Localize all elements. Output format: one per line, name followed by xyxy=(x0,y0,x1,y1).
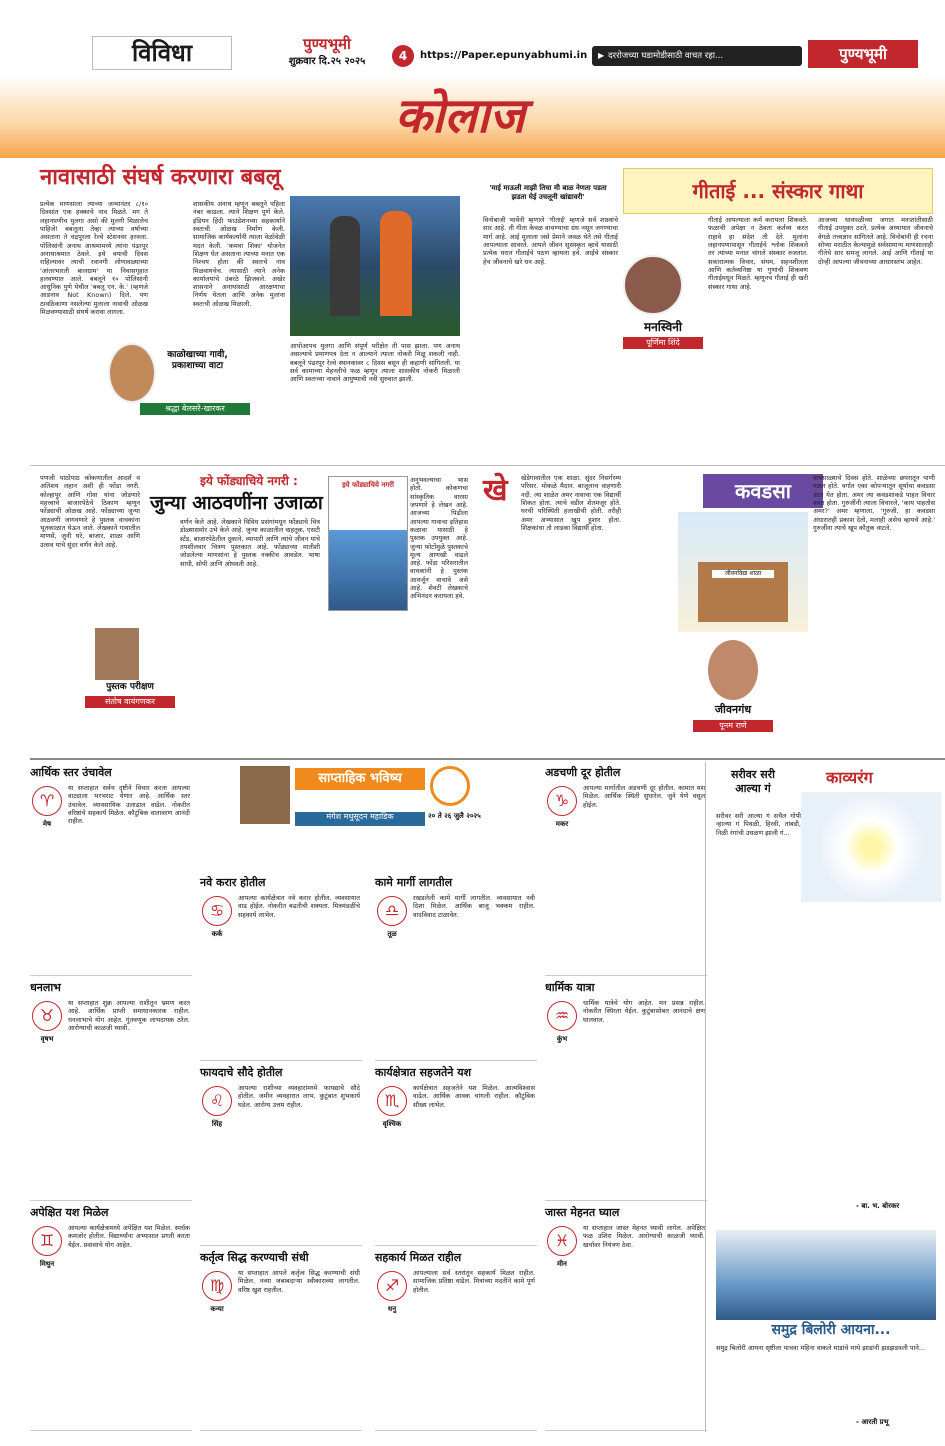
sign-heading: कर्तृत्व सिद्ध करण्याची संधी xyxy=(200,1251,309,1264)
horoscope-section xyxy=(0,762,705,1432)
zodiac-4-icon: ♌ xyxy=(202,1086,232,1116)
page-number: 4 xyxy=(392,45,414,67)
sign-heading: नवे करार होतील xyxy=(200,876,266,889)
zodiac-5-icon: ♍ xyxy=(202,1271,232,1301)
sign-heading: अपेक्षित यश मिळेल xyxy=(30,1206,109,1219)
sign-text: या सप्ताहात जास्त मेहनत घ्यावी लागेल. अपेक्षित फळ उशिरा मिळेल. आरोग्याची काळजी घ्यावी. खर्चावर नियंत्रण ठेवा. xyxy=(583,1224,705,1249)
sign-name: धनु xyxy=(387,1305,397,1313)
sign-text: या सप्ताहात सर्वच दृष्टीने विचार करता आपल्या वाट्याला भरभराट येणार आहे. आर्थिक स्तर उंचावेल. व्यावसायिक उलाढाल वाढेल. नोकरीत वरिष्ठांचे सहकार्य मिळेल. कौटुंबिक वातावरण आनंदी राहील. xyxy=(68,784,190,826)
banner-title: कोलाज xyxy=(395,88,525,144)
sign-name: मेष xyxy=(42,820,52,828)
article-body: शासकीय अनाथ म्हणून बबलूने पहिला नंबर काढला. त्याने शिक्षण पूर्ण केले. इंडियन हिंदी फाउंडेशनच्या सहकार्याने स्वतःची ओळख निर्माण केली. सामाजिक कार्यकर्त्यांनी त्याला वेळोवेळी मदत केली. 'कमवा शिका' योजनेत शिक्षण घेत असताना त्याच्या मनात एक निश्चय होता की स्वतःचे नाव मिळवायचेच. त्यासाठी त्याने अनेक कार्यालयांचे उंबरठे झिजवले. अखेर शासनाने अनाथांसाठी आरक्षणाचा निर्णय घेतला आणि अनेक मुलांना स्वतःची ओळख मिळाली. xyxy=(193,200,285,308)
school-sign: जीवनविद्या शाळा xyxy=(712,570,774,578)
article-body: खेडेगावातील एक शाळा. सुंदर निसर्गरम्य परिसर. मोकळे मैदान. बाजूलाच वाहणारी नदी. त्या शाळेत अमर नावाचा एक विद्यार्थी शिकत होता. त्याचे वडील शेतमजूर होते. घरची परिस्थिती हलाखीची होती. तरीही अमर अभ्यासात खूप हुशार होता. शिक्षकांचा तो लाडका विद्यार्थी होता. xyxy=(521,474,621,532)
horoscope-sign xyxy=(375,876,537,1061)
sign-text: आपल्या कार्यक्षेत्रात नवे करार होतील. व्यवसायात वाढ होईल. नोकरीत बढतीची शक्यता. मित्रमंडळींचे सहकार्य लाभेल. xyxy=(238,894,360,919)
horoscope-header xyxy=(240,766,490,830)
poem-title: समुद्र बिलोरी आयना... xyxy=(771,1322,891,1338)
author-photo xyxy=(708,640,758,700)
date-range: २० ते २६ जुलै २०२५ xyxy=(428,812,481,820)
zodiac-11-icon: ♓ xyxy=(547,1226,577,1256)
sign-text: या सप्ताहात आपले कर्तृत्व सिद्ध करण्याची संधी मिळेल. नव्या जबाबदाऱ्या स्वीकाराव्या लागतील. वरिष्ठ खुश राहतील. xyxy=(238,1269,360,1294)
sign-heading: आर्थिक स्तर उंचावेल xyxy=(30,766,112,779)
ticker-text: दररोजच्या घडामोडीसाठी वाचत रहा... xyxy=(608,50,724,61)
poem-text: सरीवर सरी आल्या गं सचैल गोपी न्हाल्या गं पिवळी, हिरवी, तांबडी, निळी रंगांची उधळण झाली गं... xyxy=(716,812,801,837)
author-name: पूर्णिमा शिंदे xyxy=(623,337,703,349)
sign-name: वृषभ xyxy=(40,1035,54,1043)
article-body: आपोआपच मुलगा आणि संपूर्ण परीक्षेत ती पास झाला. पण अनाथ असल्याचे प्रमाणपत्र देता न आल्याने त्याला नोकरी मिळू शकली नाही. बबलूने पंढरपूर रेल्वे स्थानकावर ८ दिवस बसून ही कहाणी सांगितली. या सर्व कामाच्या मेहनतीचे फळ म्हणून त्याला शासकीय नोकरी मिळाली आणि स्वतःच्या नावाने आयुष्याची नवी सुरुवात झाली. xyxy=(290,342,460,384)
poem-author: - आरती प्रभू xyxy=(856,1418,889,1426)
section-title: विविधा xyxy=(131,38,193,67)
collage-banner xyxy=(0,74,945,158)
sign-heading: अडचणी दूर होतील xyxy=(545,766,621,779)
sign-name: मिथुन xyxy=(39,1260,55,1268)
horoscope-sign xyxy=(200,1251,362,1431)
author-photo xyxy=(95,628,139,680)
logo-right xyxy=(808,40,918,68)
column-name: मनस्विनी xyxy=(643,320,683,334)
poem-author: - बा. भ. बोरकर xyxy=(856,1202,900,1210)
divider xyxy=(30,465,945,466)
sign-heading: सहकार्य मिळत राहील xyxy=(375,1251,462,1264)
column-name: जीवनगंध xyxy=(714,703,752,716)
author-photo xyxy=(108,343,156,403)
sign-heading: धार्मिक यात्रा xyxy=(545,981,595,994)
horoscope-sign xyxy=(30,766,192,976)
article-geetai xyxy=(473,160,945,462)
author-photo xyxy=(623,255,683,315)
horoscope-sign xyxy=(375,1251,537,1431)
horoscope-title: साप्ताहिक भविष्य xyxy=(295,768,425,790)
zodiac-0-icon: ♈ xyxy=(32,786,62,816)
zodiac-6-icon: ♎ xyxy=(377,896,407,926)
zodiac-wheel-icon xyxy=(430,766,470,806)
poem-title: सरीवर सरी आल्या गं xyxy=(730,768,775,795)
article-body: पणजी पाठोपाठ कोकणातील आदर्श व अतिशय लहान अशी ही फोंडा नगरी. कोल्हापूर आणि गोवा यांना जोडणारे महत्त्वाचे बाजारपेठेचे ठिकाण म्हणून फोंड्याची ओळख आहे. फोंड्याच्या जुन्या आठवणी जागवणारे हे पुस्तक वाचकांना भूतकाळात घेऊन जाते. लेखकाने गावातील माणसे, जुनी घरे, बाजार, शाळा आणि उत्सव यांचे सुंदर वर्णन केले आहे. xyxy=(40,474,140,549)
flower-image xyxy=(801,792,941,902)
poetry-section xyxy=(705,762,945,1432)
section-name: काव्यरंग xyxy=(826,768,873,787)
article-title: नावासाठी संघर्ष करणारा बबलू xyxy=(40,165,281,190)
column-name: काळोखाच्या गावी, प्रकाशाच्या वाटा xyxy=(167,350,228,372)
column-name: पुस्तक परीक्षण xyxy=(106,682,154,692)
zodiac-8-icon: ♐ xyxy=(377,1271,407,1301)
horoscope-sign xyxy=(545,766,707,976)
arrow-right-icon: ▶ xyxy=(598,51,605,60)
ticker-bar xyxy=(592,46,802,66)
section-tag xyxy=(92,36,232,70)
horoscope-sign xyxy=(545,981,707,1201)
sign-name: तूळ xyxy=(387,930,397,938)
issue-date: शुक्रवार दि.२५ २०२५ xyxy=(288,55,366,67)
article-title: गीताई ... संस्कार गाथा xyxy=(623,168,933,214)
article-fonda xyxy=(0,468,473,756)
author-name: पूनम राणे xyxy=(693,720,773,732)
sign-text: आपल्या कार्यक्षेत्रामध्ये अपेक्षित यश मिळेल. स्पर्धक कमजोर होतील. विद्यार्थ्यांना अभ्यासात प्रगती करता येईल. प्रवासाचे योग आहेत. xyxy=(68,1224,190,1249)
article-kavadasa xyxy=(473,468,945,756)
photo-award xyxy=(290,196,460,336)
sea-image xyxy=(716,1230,936,1320)
sign-name: वृश्चिक xyxy=(382,1120,402,1128)
article-subtitle: इये फोंड्याचिये नगरी : xyxy=(200,474,298,488)
sign-heading: कामे मार्गी लागतील xyxy=(375,876,453,889)
article-body: आजच्या धावपळीच्या जगात मनःशांतीसाठी गीताई उपयुक्त ठरते. प्रत्येक अध्यायात जीवनाचे वेगळे तत्त्वज्ञान सांगितले आहे. विनोबांनी ही रचना सोप्या मराठीत केल्यामुळे सर्वसामान्य माणसालाही गीतेचे सार समजू लागले. आई आणि गीताई या दोन्ही आपल्या जीवनाच्या आधारस्तंभ आहेत. xyxy=(818,216,933,266)
horoscope-sign xyxy=(375,1066,537,1246)
sign-heading: जास्त मेहनत घ्याल xyxy=(545,1206,620,1219)
sign-name: सिंह xyxy=(211,1120,223,1128)
sign-name: कुंभ xyxy=(556,1035,568,1043)
article-quote: 'माई माऊली माझी तिचा मी बाळ नेणता पडता झडता घेई उचलूनी खांद्यावरी' xyxy=(489,184,607,201)
article-babloo xyxy=(0,160,473,462)
horoscope-sign xyxy=(30,1206,192,1431)
article-body: अनुभवल्याचा भास होतो. कोकणचा सांस्कृतिक वारसा जपणारे हे लेखन आहे. आजच्या पिढीला आपल्या गावाचा इतिहास कळावा यासाठी हे पुस्तक उपयुक्त आहे. जुन्या फोटोंमुळे पुस्तकाचे मूल्य आणखी वाढले आहे. फोंडा परिसरातील वाचकांनी हे पुस्तक आवर्जून वाचावे असे आहे. शेवटी लेखकाचे अभिनंदन करायला हवे. xyxy=(410,476,468,601)
article-title: जुन्या आठवणींना उजाळा xyxy=(150,492,323,514)
sign-name: मीन xyxy=(557,1260,567,1268)
school-illustration xyxy=(678,512,808,632)
horoscope-sign xyxy=(200,1066,362,1246)
horoscope-sign xyxy=(545,1206,707,1431)
horoscope-sign xyxy=(30,981,192,1201)
article-body: विनोबाजी भावेंनी म्हणाले 'गीताई' म्हणजे सर्व शास्त्रांचे सार आहे. ती गीता केवळ वाचण्याचा ग्रंथ नसून जगण्याचा मार्ग आहे. आई मुलाला जसे प्रेमाने जवळ घेते तसे गीताई आपल्याला सावरते. आपले जीवन सुसंस्कृत व्हावे यासाठी प्रत्येक घरात गीताईचे पठण व्हायला हवे. आईचे संस्कार हेच जीवनाचे खरे धन आहे. xyxy=(483,216,618,266)
logo-right-text: पुण्यभूमी xyxy=(839,44,887,63)
sign-heading: धनलाभ xyxy=(30,981,61,994)
zodiac-9-icon: ♑ xyxy=(547,786,577,816)
zodiac-2-icon: ♊ xyxy=(32,1226,62,1256)
divider xyxy=(30,758,945,760)
author-name: श्रद्धा बेलसरे-खारकर xyxy=(140,403,250,415)
article-body: वर्णन केले आहे. लेखकाने विविध प्रसंगांमधून फोंड्याचे चित्र डोळ्यासमोर उभे केले आहे. जुन्या काळातील वाहतूक, एसटी स्टँड, बाजारपेठेतील दुकाने, व्यापारी आणि त्यांचे जीवन यांचे तपशीलवार चित्रण पुस्तकात आहे. फोंड्याच्या मातीशी जोडलेल्या माणसांना हे पुस्तक नक्कीच आवडेल. भाषा साधी, सोपी आणि ओघवती आहे. xyxy=(180,518,320,568)
zodiac-1-icon: ♉ xyxy=(32,1001,62,1031)
article-body: गीताई आपल्याला कर्म करायला शिकवते. फळाची अपेक्षा न ठेवता कर्तव्य करत राहावे हा संदेश ती देते. मुलांना लहानपणापासून गीताईचे श्लोक शिकवले तर त्यांच्या मनात चांगले संस्कार रुजतात. सकारात्मक विचार, संयम, सहनशीलता आणि कर्तव्यनिष्ठा या गुणांची शिकवण गीताईमधून मिळते. म्हणूनच गीताई ही खरी संस्कार गाथा आहे. xyxy=(708,216,808,291)
zodiac-10-icon: ♒ xyxy=(547,1001,577,1031)
poem-text: समुद्र बिलोरी आयना सृष्टीला पाचवा महिना वाकले माडांचे माथे झाडांनी झडझडवली पाने... xyxy=(716,1344,926,1352)
paper-name: पुण्यभूमी xyxy=(303,35,351,53)
article-title: कवडसा xyxy=(703,474,823,508)
sign-text: आपल्या राशीच्या व्यवहारांमध्ये फायद्याचे सौदे होतील. जमीन व्यवहारात लाभ. कुटुंबात शुभकार्य घडेल. आरोग्य उत्तम राहील. xyxy=(238,1084,360,1109)
author-name: संतोष वायंगणकर xyxy=(85,696,175,708)
sign-text: आपल्या मार्गातील अडचणी दूर होतील. कामात यश मिळेल. आर्थिक स्थिती सुधारेल. जुने येणे वसूल होईल. xyxy=(583,784,705,809)
sign-name: कन्या xyxy=(210,1305,224,1313)
sign-name: कर्क xyxy=(211,930,223,938)
masthead xyxy=(0,0,945,74)
sign-text: या सप्ताहात शुक्र आपल्या राशीतून भ्रमण करत आहे. आर्थिक प्राप्ती समाधानकारक राहील. धनलाभाचे योग आहेत. गुंतवणूक लाभदायक ठरेल. आरोग्याची काळजी घ्यावी. xyxy=(68,999,190,1032)
sign-name: मकर xyxy=(555,820,569,828)
zodiac-3-icon: ♋ xyxy=(202,896,232,926)
book-cover xyxy=(328,476,408,611)
astrologer-photo xyxy=(240,766,290,824)
horoscope-sign xyxy=(200,876,362,1061)
sign-text: आपल्याला सर्व स्तरांतून सहकार्य मिळत राहील. सामाजिक प्रतिष्ठा वाढेल. मित्रांच्या मदतीने कामे पूर्ण होतील. xyxy=(413,1269,535,1294)
article-body: पावसाळ्याचे दिवस होते. शाळेच्या छपरातून पाणी गळत होते. वर्गात एका कोपऱ्यातून सूर्याचा कवडसा आत येत होता. अमर त्या कवडशाकडे पाहत विचार करत होता. गुरुजींनी त्याला विचारले, 'काय पाहतोस अमर?' अमर म्हणाला, 'गुरुजी, हा कवडसा अंधारातही प्रकाश देतो, मलाही असेच व्हायचे आहे.' गुरुजींना त्याचे खूप कौतुक वाटले. xyxy=(813,474,935,532)
sign-heading: कार्यक्षेत्रात सहजतेने यश xyxy=(375,1066,472,1079)
book-title: इये फोंड्याचिये नगरी xyxy=(342,481,394,489)
paper-logo xyxy=(262,35,392,68)
sign-text: धार्मिक यात्रेचे योग आहेत. मन प्रसन्न राहील. नोकरीत स्थिरता येईल. कुटुंबासोबत आनंदाचे क्षण घालवाल. xyxy=(583,999,705,1024)
article-body: प्रत्येक माणसाला त्याच्या जन्मानंतर ८/१० दिवसांत एक हक्काचे नाव मिळते. मग ते लहानपणीच मुलगा असो की मुलगी मिळालेच पाहिजे! बबलूला तेव्हा त्याच्या वर्षाच्या असताना ते चंद्रपूरला रेल्वे स्टेशनवर हरवला. पोलिसांनी अनाथ आश्रमामध्ये त्यांना पंढरपूर अनाथाश्रमात ठेवले. इथे वयाची दिवस राहिल्यावर त्याची रवानगी लोणावळ्याच्या 'आंतरभारती बालग्राम' या निवासगृहात हलवण्यात आले. बबलूने १० पोलिसांनी आधुनिक पुणे येथील 'बबलू एन. के.' (म्हणजे आडनाव Not Known) दिले. पण ठावठिकाणा नसलेल्या मुलाला नावाची ओळख मिळवण्यासाठी संघर्ष करावा लागला. xyxy=(40,200,148,317)
drop-cap: खे xyxy=(483,473,508,508)
sign-text: रखडलेली कामे मार्गी लागतील. व्यवसायात नवी दिशा मिळेल. आर्थिक बाजू भक्कम राहील. वादविवाद टाळावेत. xyxy=(413,894,535,919)
astrologer-name: मंगेश मधुसूदन महाडिक xyxy=(295,812,425,826)
sign-heading: फायदाचे सौदे होतील xyxy=(200,1066,283,1079)
sign-text: कार्यक्षेत्रात सहजतेने यश मिळेल. आत्मविश्वास वाढेल. आर्थिक आवक चांगली राहील. कौटुंबिक सौख्य लाभेल. xyxy=(413,1084,535,1109)
zodiac-7-icon: ♏ xyxy=(377,1086,407,1116)
site-url[interactable]: https://Paper.epunyabhumi.in xyxy=(420,50,588,61)
